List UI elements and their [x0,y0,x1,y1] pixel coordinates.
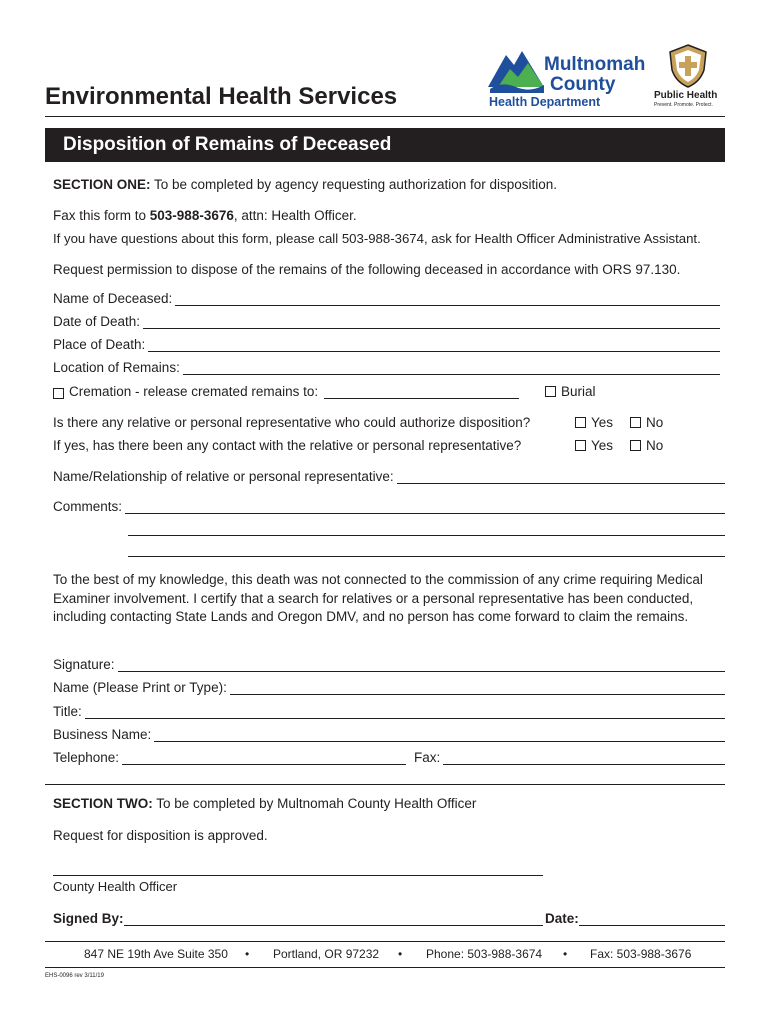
title-label: Title: [53,704,82,719]
location-of-remains-line[interactable] [183,361,720,375]
date-label: Date: [545,911,579,926]
footer-top-divider [45,941,725,942]
date-of-death-field[interactable] [53,314,720,329]
county-logo-line1: Multnomah [544,54,646,75]
footer-fax: Fax: 503-988-3676 [590,947,692,961]
request-line: Request permission to dispose of the remains of the following deceased in accordance with ORS 97.130. [53,262,681,277]
burial-label: Burial [561,384,596,399]
q1-yes-option[interactable] [575,415,613,430]
form-title: Disposition of Remains of Deceased [63,134,392,155]
comments-field[interactable] [53,499,725,514]
county-logo-line2: County [550,74,616,95]
q1-no-checkbox[interactable] [630,417,641,428]
county-health-officer-label: County Health Officer [53,879,178,894]
burial-checkbox[interactable] [545,386,556,397]
q2-no-option[interactable] [630,438,663,453]
form-title-banner [45,128,725,162]
date-of-death-label: Date of Death: [53,314,141,329]
business-name-field[interactable] [53,727,725,742]
public-health-logo-tagline: Prevent. Promote. Protect. [654,102,713,108]
approved-line: Request for disposition is approved. [53,828,268,843]
footer-bottom-divider [45,967,725,968]
section-divider [45,784,725,785]
name-of-deceased-line[interactable] [175,292,720,306]
public-health-logo-name: Public Health [654,90,718,101]
footer-address: 847 NE 19th Ave Suite 350 [84,947,228,961]
cremation-line[interactable] [324,385,519,399]
comments-line-1[interactable] [125,500,725,514]
footer-bullet-3: • [563,947,568,961]
footer-city: Portland, OR 97232 [273,947,380,961]
fax-number: 503-988-3676 [149,208,234,223]
fax-instruction [53,208,357,223]
telephone-field[interactable] [53,750,406,765]
q1-no-label: No [646,415,664,430]
q1-no-option[interactable] [630,415,663,430]
relative-name-field[interactable] [53,469,725,484]
section-two-description: To be completed by Multnomah County Health Officer [152,796,477,811]
page-title: Environmental Health Services [45,83,398,110]
q2-yes-option[interactable] [575,438,613,453]
date-line[interactable] [579,912,725,926]
q2-no-label: No [646,438,664,453]
signature-label: Signature: [53,657,115,672]
location-of-remains-label: Location of Remains: [53,360,180,375]
place-of-death-line[interactable] [148,338,720,352]
section-two-label: SECTION TWO: [53,796,153,811]
cremation-checkbox[interactable] [53,388,64,399]
name-of-deceased-label: Name of Deceased: [53,291,173,306]
print-name-label: Name (Please Print or Type): [53,680,227,695]
signature-line[interactable] [118,658,725,672]
place-of-death-field[interactable] [53,337,720,352]
cremation-label: Cremation - release cremated remains to: [69,384,319,399]
comments-label: Comments: [53,499,123,514]
public-health-shield-icon [668,44,708,88]
signed-by-label: Signed By: [53,911,124,926]
title-field[interactable] [53,704,725,719]
section-one-label: SECTION ONE: [53,177,151,192]
q2-no-checkbox[interactable] [630,440,641,451]
mountain-icon [488,47,546,93]
footer-bullet-1: • [245,947,250,961]
fax-suffix: , attn: Health Officer. [233,208,357,223]
comments-line-3[interactable] [128,556,725,557]
section-two-heading [53,796,476,811]
comments-line-2[interactable] [128,535,725,536]
title-line[interactable] [85,705,725,719]
footer-phone: Phone: 503-988-3674 [426,947,543,961]
certification-text: To the best of my knowledge, this death was not connected to the commission of any crime requiring Medical Examiner involvement. I certify that a search for relatives or a personal representative has been conducted, including contacting State Lands and Oregon DMV, and no person has come forward to claim the remains. [53,572,703,624]
fax-label: Fax: [414,750,441,765]
questions-line: If you have questions about this form, please call 503-988-3674, ask for Health Officer Administrative Assistant. [53,231,701,246]
cremation-field[interactable] [53,384,519,399]
name-of-deceased-field[interactable] [53,291,720,306]
print-name-field[interactable] [53,680,725,695]
header-divider [45,116,725,117]
date-field[interactable] [545,911,725,926]
telephone-label: Telephone: [53,750,120,765]
footer-contact [45,947,725,963]
public-health-logo [652,44,728,110]
fax-prefix: Fax this form to [53,208,150,223]
date-of-death-line[interactable] [143,315,720,329]
location-of-remains-field[interactable] [53,360,720,375]
section-one-description: To be completed by agency requesting authorization for disposition. [150,177,558,192]
business-name-line[interactable] [154,728,725,742]
county-logo-line3: Health Department [489,95,601,109]
section-one-heading [53,177,557,192]
telephone-line[interactable] [122,751,406,765]
q2-yes-label: Yes [591,438,614,453]
form-revision: EHS-0096 rev 3/11/19 [45,973,104,979]
multnomah-county-logo [488,45,648,113]
fax-line[interactable] [443,751,725,765]
county-health-officer-line[interactable] [53,875,543,876]
place-of-death-label: Place of Death: [53,337,146,352]
footer-bullet-2: • [398,947,403,961]
contact-question: If yes, has there been any contact with the relative or personal representative? [53,438,522,453]
burial-option[interactable] [545,384,596,399]
relative-name-line[interactable] [397,470,725,484]
signed-by-field[interactable] [53,911,543,926]
q1-yes-label: Yes [591,415,614,430]
relative-name-label: Name/Relationship of relative or personal representative: [53,469,394,484]
print-name-line[interactable] [230,681,725,695]
fax-field[interactable] [414,750,725,765]
q2-yes-checkbox[interactable] [575,440,586,451]
business-name-label: Business Name: [53,727,152,742]
q1-yes-checkbox[interactable] [575,417,586,428]
signed-by-line[interactable] [124,912,543,926]
relative-question: Is there any relative or personal representative who could authorize disposition? [53,415,531,430]
signature-field[interactable] [53,657,725,672]
